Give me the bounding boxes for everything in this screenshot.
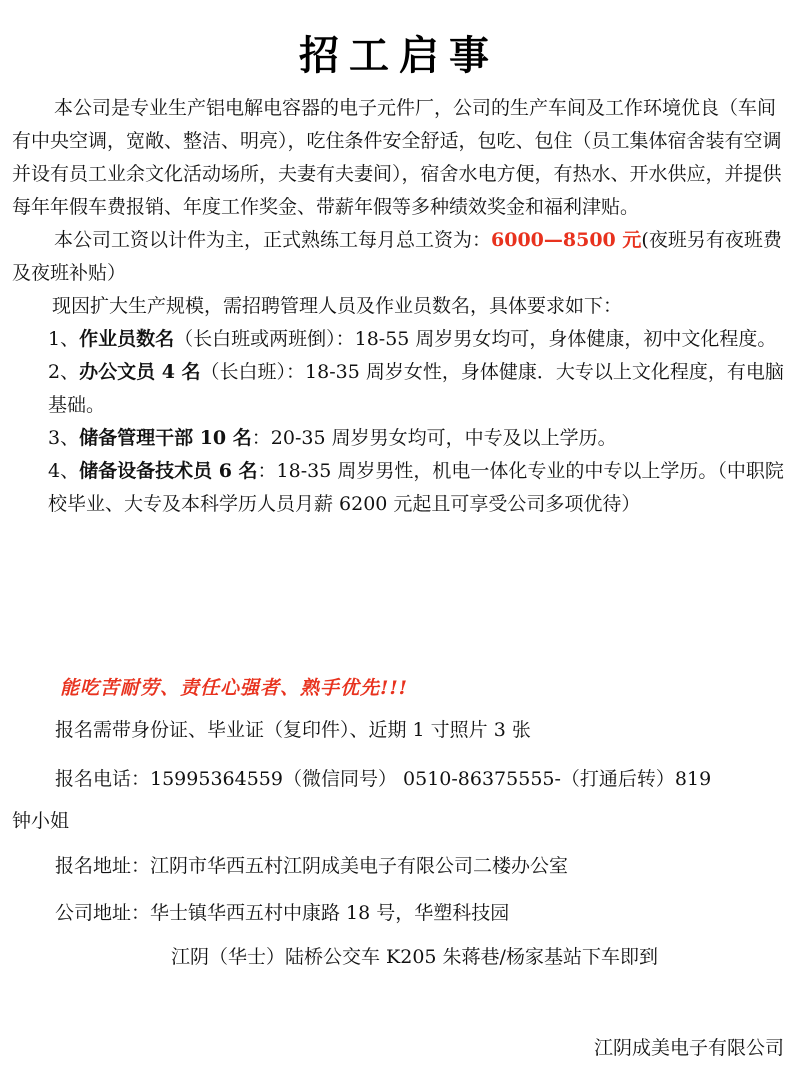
position-desc: （长白班或两班倒）：18-55 周岁男女均可，身体健康，初中文化程度。 — [174, 328, 777, 350]
position-title: 办公文员 4 名 — [79, 361, 201, 383]
position-number: 2、 — [48, 361, 80, 383]
requirements-intro: 现因扩大生产规模，需招聘管理人员及作业员数名，具体要求如下： — [52, 295, 623, 317]
page-title: 招工启事 — [299, 32, 499, 79]
apply-documents: 报名需带身份证、毕业证（复印件）、近期 1 寸照片 3 张 — [55, 719, 531, 741]
apply-contact-name: 钟小姐 — [12, 810, 70, 832]
position-title: 作业员数名 — [79, 328, 175, 350]
position-desc: ：18-35 周岁男性，机电一体化专业的中专以上学历。（中职院校毕业、大专及本科学历人员月薪 6200 元起且可享受公司多项优待） — [48, 460, 784, 515]
apply-address: 报名地址：江阴市华西五村江阴成美电子有限公司二楼办公室 — [55, 855, 569, 877]
position-number: 1、 — [48, 328, 80, 350]
position-number: 4、 — [48, 460, 80, 482]
company-address: 公司地址：华士镇华西五村中康路 18 号，华塑科技园 — [55, 902, 510, 924]
salary-note: (夜班另有夜班费及夜班补贴） — [12, 229, 782, 284]
company-signature: 江阴成美电子有限公司 — [593, 1037, 784, 1059]
intro-paragraph: 本公司是专业生产铝电解电容器的电子元件厂，公司的生产车间及工作环境优良（车间有中央空调，宽敞、整洁、明亮），吃住条件安全舒适，包吃、包住（员工集体宿舍装有空调并设有员工业余文化活动场所，夫妻有夫妻间），宿舍水电方便，有热水、开水供应，并提供每年年假车费报销、年度工作奖金、带薪年假等多种绩效奖金和福利津贴。 — [12, 97, 782, 218]
salary-amount: 6000—8500 元 — [491, 229, 642, 251]
position-item-1 — [12, 323, 788, 356]
position-item-4 — [12, 455, 788, 521]
position-desc: ：20-35 周岁男女均可，中专及以上学历。 — [251, 427, 617, 449]
position-title: 储备管理干部 10 名 — [79, 427, 252, 449]
position-number: 3、 — [48, 427, 80, 449]
position-item-2 — [12, 356, 788, 422]
position-desc: （长白班）：18-35 周岁女性，身体健康．大专以上文化程度，有电脑基础。 — [48, 361, 784, 416]
bus-directions: 江阴（华士）陆桥公交车 K205 朱蒋巷/杨家基站下车即到 — [171, 946, 658, 968]
recruitment-body — [12, 92, 788, 521]
apply-phone: 报名电话：15995364559（微信同号） 0510-86375555-（打通后转）819 — [55, 768, 712, 790]
salary-text: 本公司工资以计件为主，正式熟练工每月总工资为： — [54, 229, 492, 251]
salary-paragraph — [12, 224, 788, 290]
position-item-3 — [12, 422, 788, 455]
slogan: 能吃苦耐劳、责任心强者、熟手优先!!! — [60, 677, 409, 699]
position-title: 储备设备技术员 6 名 — [79, 460, 258, 482]
